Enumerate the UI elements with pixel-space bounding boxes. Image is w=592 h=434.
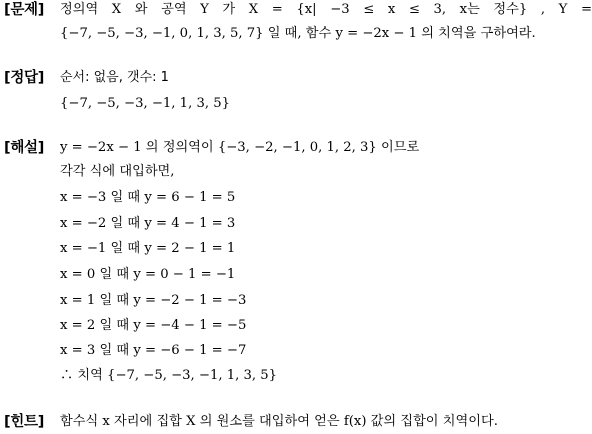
explanation-line-3: x = −3 일 때 y = 6 − 1 = 5	[60, 190, 236, 205]
explanation-conclusion: ∴ 치역 {−7, −5, −3, −1, 1, 3, 5}	[60, 368, 278, 383]
explanation-line-1: y = −2x − 1 의 정의역이 {−3, −2, −1, 0, 1, 2, 3} 이므로	[60, 140, 420, 155]
explanation-line-8: x = 2 일 때 y = −4 − 1 = −5	[60, 318, 247, 333]
answer-label: [정답]	[4, 70, 45, 86]
explanation-line-4: x = −2 일 때 y = 4 − 1 = 3	[60, 216, 236, 231]
explanation-line-9: x = 3 일 때 y = −6 − 1 = −7	[60, 343, 247, 358]
explanation-line-5: x = −1 일 때 y = 2 − 1 = 1	[60, 241, 236, 256]
problem-label: [문제]	[4, 2, 45, 18]
hint-label: [힌트]	[4, 414, 45, 430]
explanation-line-6: x = 0 일 때 y = 0 − 1 = −1	[60, 267, 236, 282]
answer-meta: 순서: 없음, 갯수: 1	[60, 70, 169, 85]
explanation-line-2: 각각 식에 대입하면,	[60, 164, 175, 179]
answer-set: {−7, −5, −3, −1, 1, 3, 5}	[60, 96, 231, 111]
hint-line: 함수식 x 자리에 집합 X 의 원소를 대입하여 얻은 f(x) 값의 집합이 치역이다.	[60, 414, 498, 429]
problem-line-2: {−7, −5, −3, −1, 0, 1, 3, 5, 7} 일 때, 함수 y = −2x − 1 의 치역을 구하여라.	[60, 26, 536, 41]
problem-line-1: 정의역 X 와 공역 Y 가 X = {x| −3 ≤ x ≤ 3, x는 정수} , Y =	[60, 2, 592, 17]
explanation-line-7: x = 1 일 때 y = −2 − 1 = −3	[60, 293, 247, 308]
explanation-label: [해설]	[4, 140, 45, 156]
